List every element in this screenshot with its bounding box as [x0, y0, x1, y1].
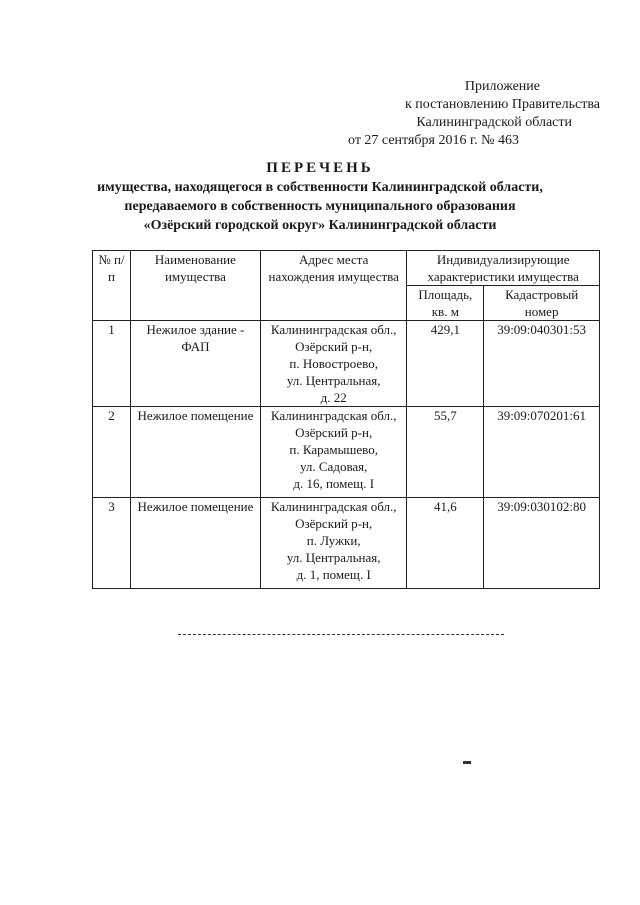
address-line: ул. Центральная, — [286, 373, 381, 388]
appendix-region: Калининградской области — [416, 115, 572, 130]
row-area: 41,6 — [407, 498, 484, 589]
address-line: п. Карамышево, — [289, 442, 378, 457]
title-line-1: имущества, находящегося в собственности Калининградской области, — [97, 180, 543, 195]
end-divider — [178, 634, 504, 635]
row-cadastral: 39:09:030102:80 — [484, 498, 600, 589]
header-name: Наименование имущества — [130, 251, 260, 321]
row-num: 1 — [93, 321, 131, 407]
row-num: 3 — [93, 498, 131, 589]
row-cadastral: 39:09:040301:53 — [484, 321, 600, 407]
scan-mark — [463, 761, 471, 764]
appendix-label: Приложение — [464, 79, 540, 94]
address-line: ул. Центральная, — [286, 550, 381, 565]
row-area: 55,7 — [407, 407, 484, 498]
row-name: Нежилое помещение — [130, 498, 260, 589]
row-address — [260, 407, 406, 498]
address-line: Калининградская обл., — [270, 499, 397, 514]
table-row — [93, 407, 600, 498]
header-address: Адрес места нахождения имущества — [260, 251, 406, 321]
document-title — [80, 158, 560, 235]
table-row — [93, 321, 600, 407]
row-area: 429,1 — [407, 321, 484, 407]
address-line: п. Новостроево, — [289, 356, 378, 371]
row-address — [260, 321, 406, 407]
address-line: п. Лужки, — [306, 533, 361, 548]
address-line: Озёрский р-н, — [295, 339, 373, 354]
row-name: Нежилое помещение — [130, 407, 260, 498]
header-area: Площадь, кв. м — [407, 286, 484, 321]
address-line: д. 1, помещ. I — [296, 567, 371, 582]
appendix-header — [300, 78, 600, 150]
address-line: ул. Садовая, — [299, 459, 368, 474]
table-row — [93, 498, 600, 589]
appendix-date-number: от 27 сентября 2016 г. № 463 — [348, 133, 519, 148]
address-line: Озёрский р-н, — [295, 516, 373, 531]
address-line: Калининградская обл., — [270, 408, 397, 423]
row-cadastral: 39:09:070201:61 — [484, 407, 600, 498]
title-main: ПЕРЕЧЕНЬ — [266, 160, 374, 176]
header-cadastral: Кадастровый номер — [484, 286, 600, 321]
header-num: № п/п — [93, 251, 131, 321]
row-num: 2 — [93, 407, 131, 498]
property-table — [92, 250, 600, 589]
header-characteristics: Индивидуализирующие характеристики имущества — [407, 251, 600, 286]
row-name: Нежилое здание - ФАП — [130, 321, 260, 407]
row-address — [260, 498, 406, 589]
address-line: д. 22 — [320, 390, 347, 405]
address-line: Озёрский р-н, — [295, 425, 373, 440]
title-line-2: передаваемого в собственность муниципального образования — [124, 199, 516, 214]
address-line: Калининградская обл., — [270, 322, 397, 337]
title-line-3: «Озёрский городской округ» Калининградской области — [143, 218, 497, 233]
address-line: д. 16, помещ. I — [293, 476, 375, 491]
appendix-resolution-ref: к постановлению Правительства — [404, 97, 600, 112]
